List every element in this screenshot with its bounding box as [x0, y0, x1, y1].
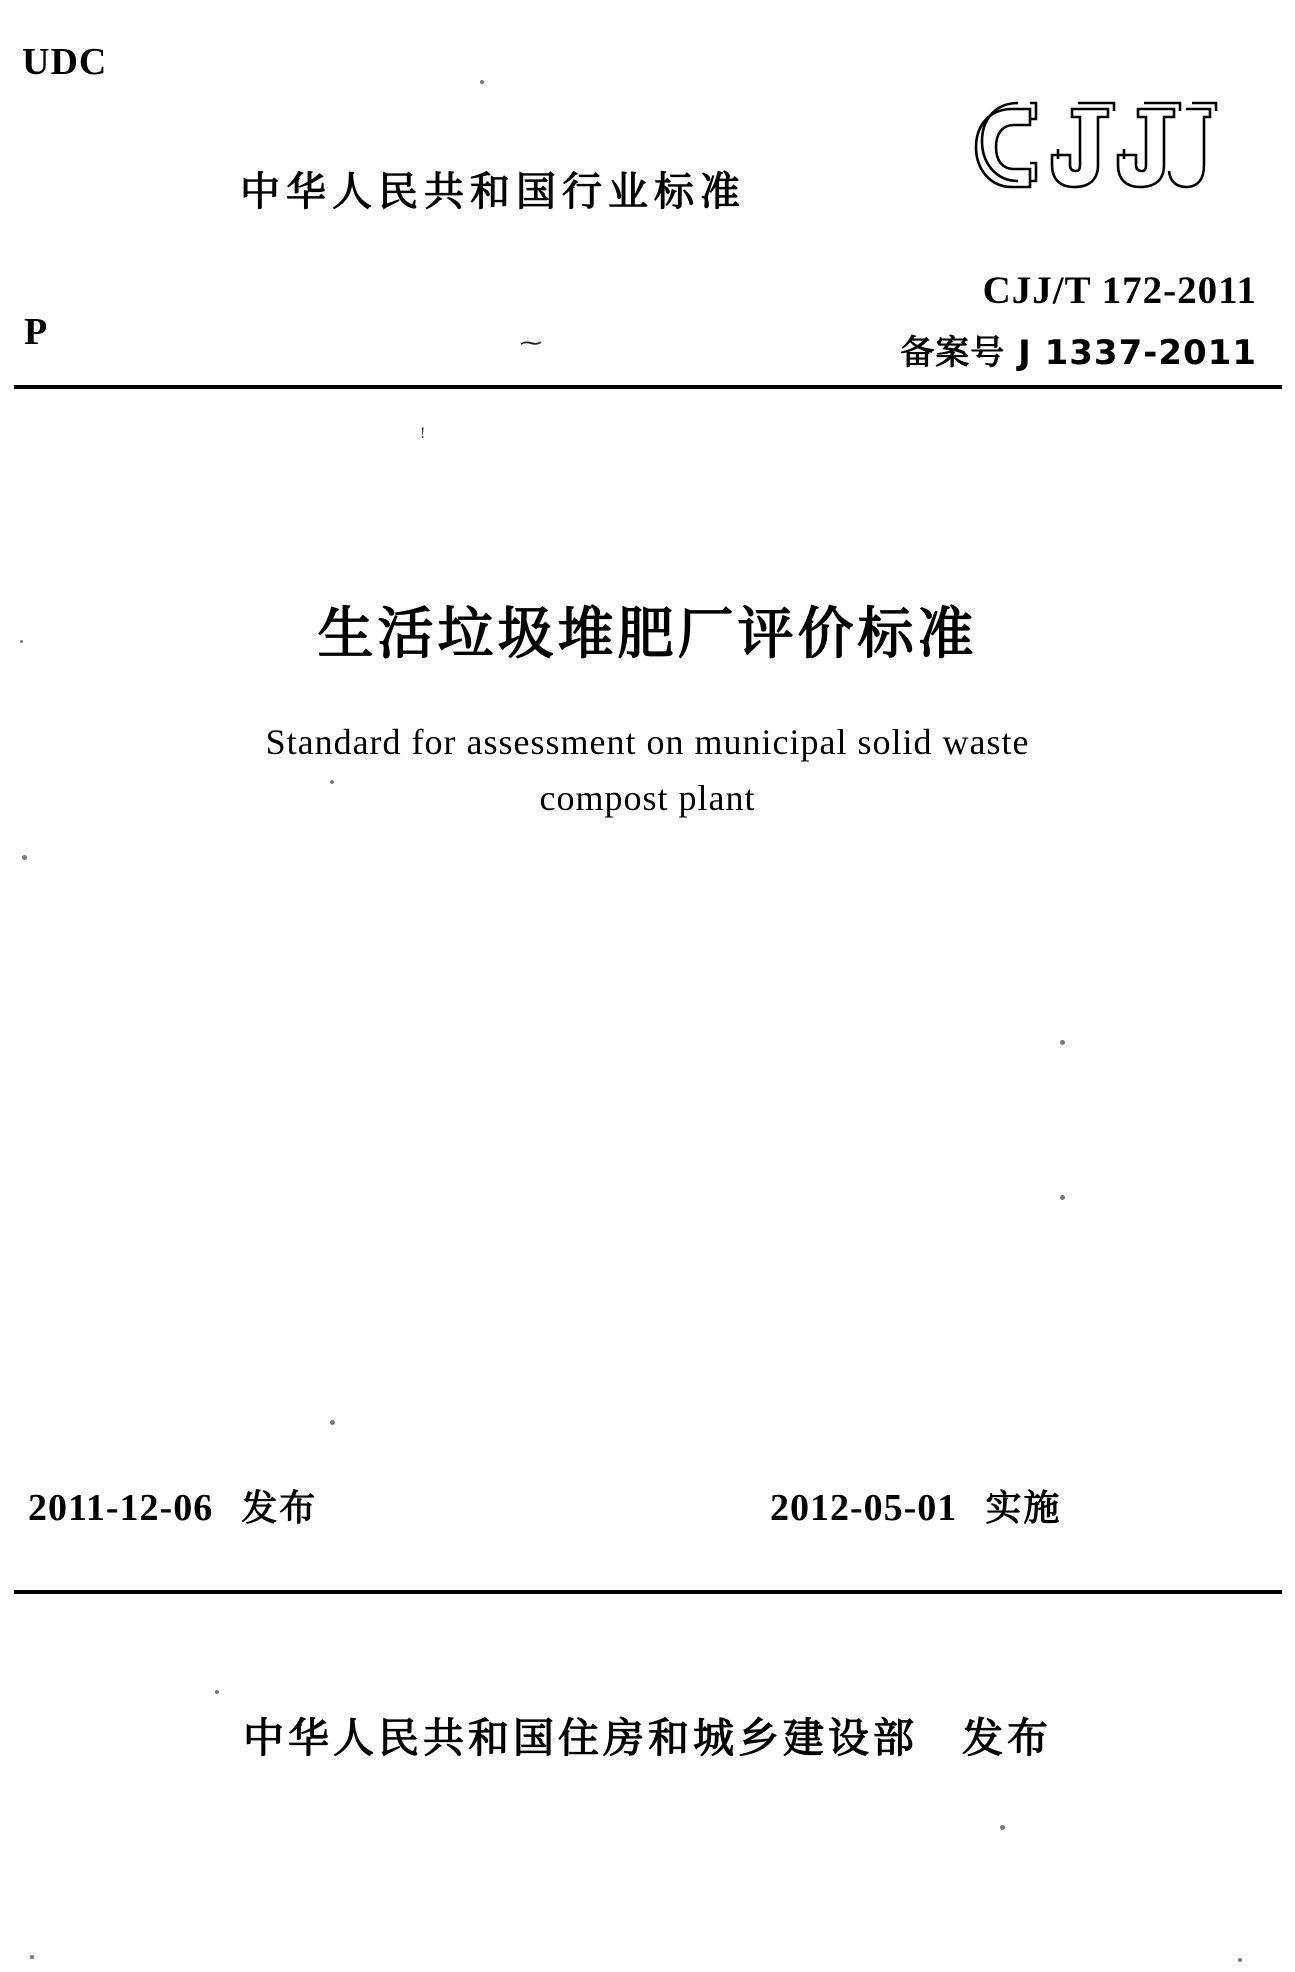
stray-mark-two: !: [420, 425, 426, 442]
issue-date-block: [28, 1480, 317, 1531]
effective-date: 2012-05-01: [770, 1487, 958, 1529]
classification-letter: P: [24, 311, 48, 353]
scan-speck: [1060, 1040, 1065, 1045]
cjj-logo-icon: [960, 95, 1220, 205]
scan-speck: [30, 1955, 34, 1959]
scan-speck: [480, 80, 484, 84]
divider-bottom: [14, 1590, 1282, 1594]
scan-speck: [1060, 1195, 1065, 1200]
scan-speck: [330, 1420, 335, 1425]
industry-standard-heading: 中华人民共和国行业标准: [240, 169, 746, 215]
page-title: 生活垃圾堆肥厂评价标准: [317, 602, 978, 667]
page-subtitle-line1: Standard for assessment on municipal solid waste: [265, 722, 1030, 762]
effective-date-label: 实施: [985, 1488, 1062, 1529]
scan-speck: [20, 640, 23, 643]
publisher-verb: 发布: [962, 1714, 1052, 1762]
page-subtitle-line2: compost plant: [539, 777, 756, 818]
issue-date-label: 发布: [241, 1488, 318, 1529]
standard-code: CJJ/T 172-2011: [982, 269, 1257, 312]
issue-date: 2011-12-06: [28, 1487, 214, 1529]
record-number: 备案号 J 1337-2011: [900, 333, 1257, 373]
scan-speck: [1000, 1825, 1005, 1830]
effective-date-block: [770, 1480, 1061, 1531]
udc-label: UDC: [22, 41, 108, 83]
scan-speck: [22, 855, 27, 860]
page-subtitle: [0, 715, 1295, 827]
stray-mark-one: ⁓: [520, 330, 542, 355]
divider-top: [14, 385, 1282, 389]
scan-speck: [1238, 1958, 1242, 1962]
publisher-block: [0, 1705, 1295, 1764]
scan-speck: [330, 780, 334, 784]
publisher-name: 中华人民共和国住房和城乡建设部: [243, 1714, 918, 1762]
scan-speck: [215, 1690, 219, 1694]
